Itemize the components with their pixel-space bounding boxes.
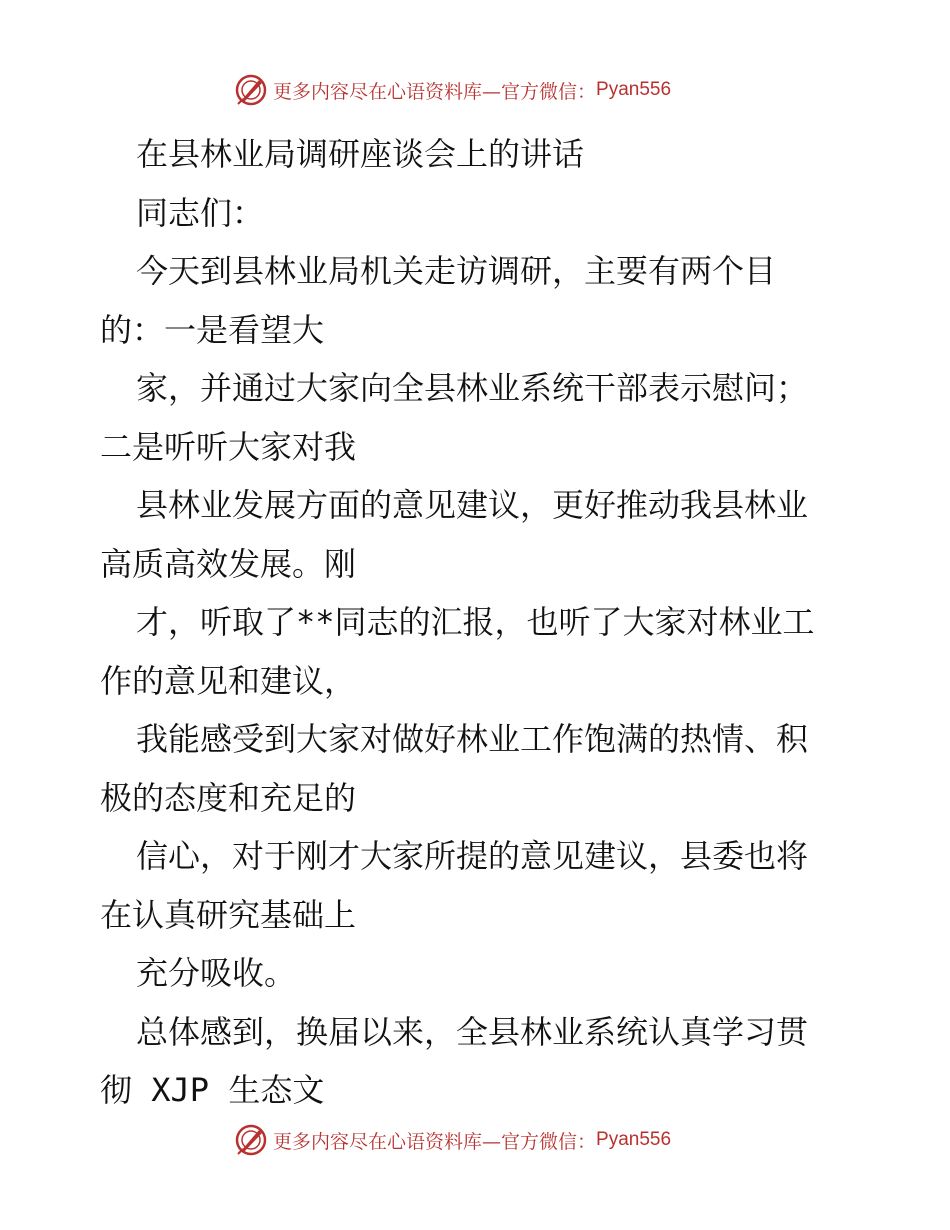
header-watermark [235, 73, 671, 107]
watermark-text: 更多内容尽在心语资料库—官方微信： [273, 80, 597, 103]
footer-watermark [235, 1123, 671, 1157]
watermark-wechat-id: Pyan556 [596, 1129, 672, 1150]
text-line: 彻 XJP 生态文 [100, 1071, 325, 1109]
text-line: 在认真研究基础上 [100, 895, 357, 934]
text-line: 二是听听大家对我 [100, 427, 357, 466]
text-line: 今天到县林业局机关走访调研，主要有两个目 [136, 252, 777, 290]
quill-logo-icon [235, 1124, 267, 1156]
text-line: 总体感到，换届以来，全县林业系统认真学习贯 [136, 1012, 809, 1051]
text-line: 才，听取了**同志的汇报，也听了大家对林业工 [136, 603, 815, 641]
text-line: 高质高效发展。刚 [100, 544, 357, 583]
text-line: 作的意见和建议， [100, 661, 357, 700]
text-line: 我能感受到大家对做好林业工作饱满的热情、积 [136, 720, 809, 758]
text-line: 信心，对于刚才大家所提的意见建议，县委也将 [136, 837, 809, 875]
watermark-wechat-id: Pyan556 [596, 79, 672, 100]
quill-logo-icon [235, 74, 267, 106]
text-line: 县林业发展方面的意见建议，更好推动我县林业 [136, 486, 809, 524]
text-line: 的：一是看望大 [100, 310, 325, 349]
watermark-text: 更多内容尽在心语资料库—官方微信： [273, 1130, 597, 1153]
text-line: 在县林业局调研座谈会上的讲话 [136, 135, 585, 173]
text-line: 家，并通过大家向全县林业系统干部表示慰问； [136, 369, 809, 407]
text-line: 充分吸收。 [136, 954, 297, 992]
text-line: 同志们： [136, 193, 265, 232]
document-body [100, 125, 860, 1120]
text-line: 极的态度和充足的 [100, 778, 357, 817]
